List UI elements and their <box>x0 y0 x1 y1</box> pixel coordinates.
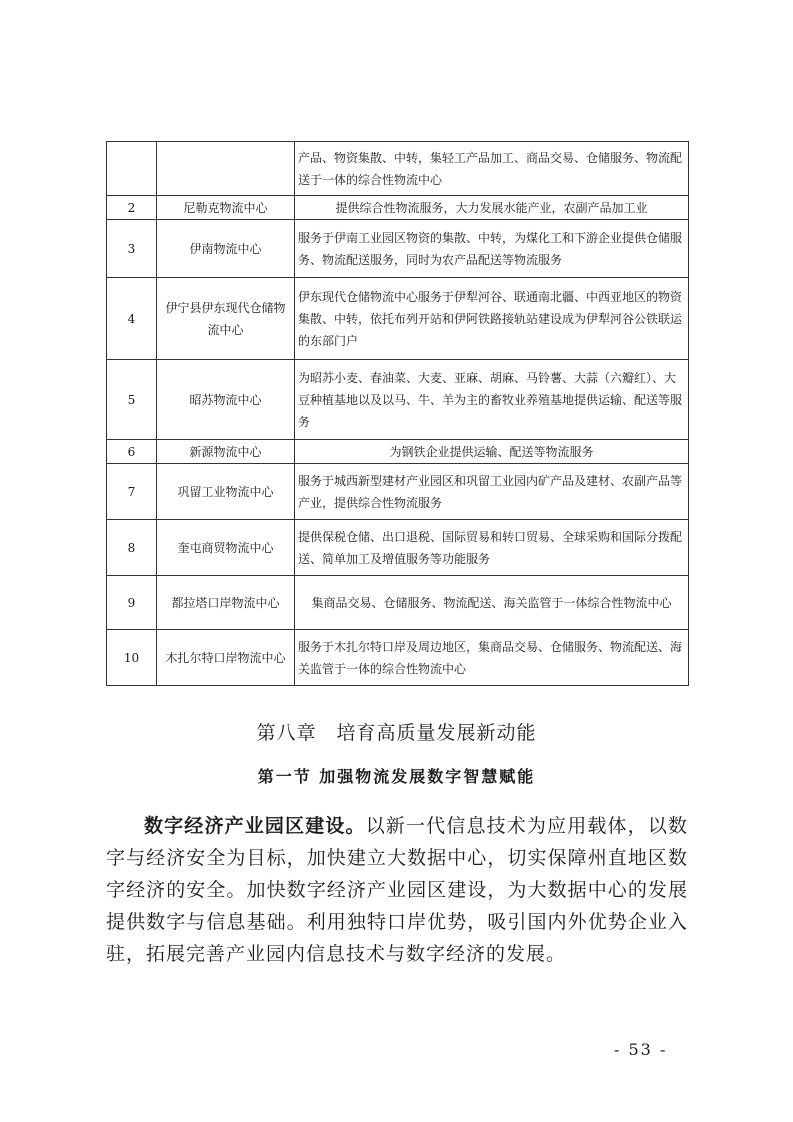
table-row <box>107 278 689 360</box>
table-row <box>107 142 689 196</box>
center-name: 新源物流中心 <box>157 440 295 464</box>
center-description: 服务于木扎尔特口岸及周边地区，集商品交易、仓储服务、物流配送、海关监管于一体的综合性物流中心 <box>298 639 683 676</box>
center-name: 伊宁县伊东现代仓储物流中心 <box>157 278 295 360</box>
table-row <box>107 440 689 464</box>
center-name: 巩留工业物流中心 <box>157 464 295 520</box>
body-paragraph <box>106 810 688 970</box>
center-description: 服务于伊南工业园区物资的集散、中转，为煤化工和下游企业提供仓储服务、物流配送服务，同时为农产品配送等物流服务 <box>298 230 683 267</box>
logistics-center-table <box>106 141 689 686</box>
center-description: 为昭苏小麦、春油菜、大麦、亚麻、胡麻、马铃薯、大蒜（六瓣红）、大豆种植基地以及以马、牛、羊为主的畜牧业养殖基地提供运输、配送等服务 <box>298 370 683 429</box>
row-number: 7 <box>107 464 157 520</box>
chapter-title: 第八章 培育高质量发展新动能 <box>256 722 537 744</box>
row-number: 2 <box>107 196 157 220</box>
center-name: 木扎尔特口岸物流中心 <box>157 630 295 686</box>
center-name: 都拉塔口岸物流中心 <box>157 576 295 630</box>
center-name: 伊南物流中心 <box>157 220 295 278</box>
row-number: 8 <box>107 520 157 576</box>
row-number: 10 <box>107 630 157 686</box>
center-description: 产品、物资集散、中转，集轻工产品加工、商品交易、仓储服务、物流配送于一体的综合性物流中心 <box>298 150 683 187</box>
paragraph-body: 以新一代信息技术为应用载体，以数字与经济安全为目标，加快建立大数据中心，切实保障州直地区数字经济的安全。加快数字经济产业园区建设，为大数据中心的发展提供数字与信息基础。利用独特口岸优势，吸引国内外优势企业入驻，拓展完善产业园内信息技术与数字经济的发展。 <box>106 815 688 965</box>
center-description: 伊东现代仓储物流中心服务于伊犁河谷、联通南北疆、中西亚地区的物资集散、中转，依托布列开站和伊阿铁路接轨站建设成为伊犁河谷公铁联运的东部门户 <box>298 289 683 348</box>
center-description: 为钢铁企业提供运输、配送等物流服务 <box>389 444 594 459</box>
center-description: 提供综合性物流服务，大力发展水能产业，农副产品加工业 <box>335 200 648 215</box>
row-number: 4 <box>107 278 157 360</box>
row-number <box>107 142 157 196</box>
center-name <box>157 142 295 196</box>
table-row <box>107 196 689 220</box>
table-row <box>107 220 689 278</box>
section-title: 第一节 加强物流发展数字智慧赋能 <box>257 767 536 786</box>
table-row <box>107 464 689 520</box>
row-number: 9 <box>107 576 157 630</box>
paragraph-lead: 数字经济产业园区建设。 <box>144 815 366 837</box>
row-number: 3 <box>107 220 157 278</box>
center-name: 昭苏物流中心 <box>157 360 295 440</box>
table-row <box>107 576 689 630</box>
table-row <box>107 630 689 686</box>
table-row <box>107 520 689 576</box>
row-number: 6 <box>107 440 157 464</box>
center-description: 提供保税仓储、出口退税、国际贸易和转口贸易、全球采购和国际分拨配送、简单加工及增值服务等功能服务 <box>298 529 683 566</box>
page-number: - 53 - <box>614 1040 668 1059</box>
table-row <box>107 360 689 440</box>
center-description: 服务于城西新型建材产业园区和巩留工业园内矿产品及建材、农副产品等产业，提供综合性物流服务 <box>298 473 683 510</box>
center-name: 奎屯商贸物流中心 <box>157 520 295 576</box>
row-number: 5 <box>107 360 157 440</box>
center-description: 集商品交易、仓储服务、物流配送、海关监管于一体综合性物流中心 <box>311 595 672 610</box>
center-name: 尼勒克物流中心 <box>157 196 295 220</box>
